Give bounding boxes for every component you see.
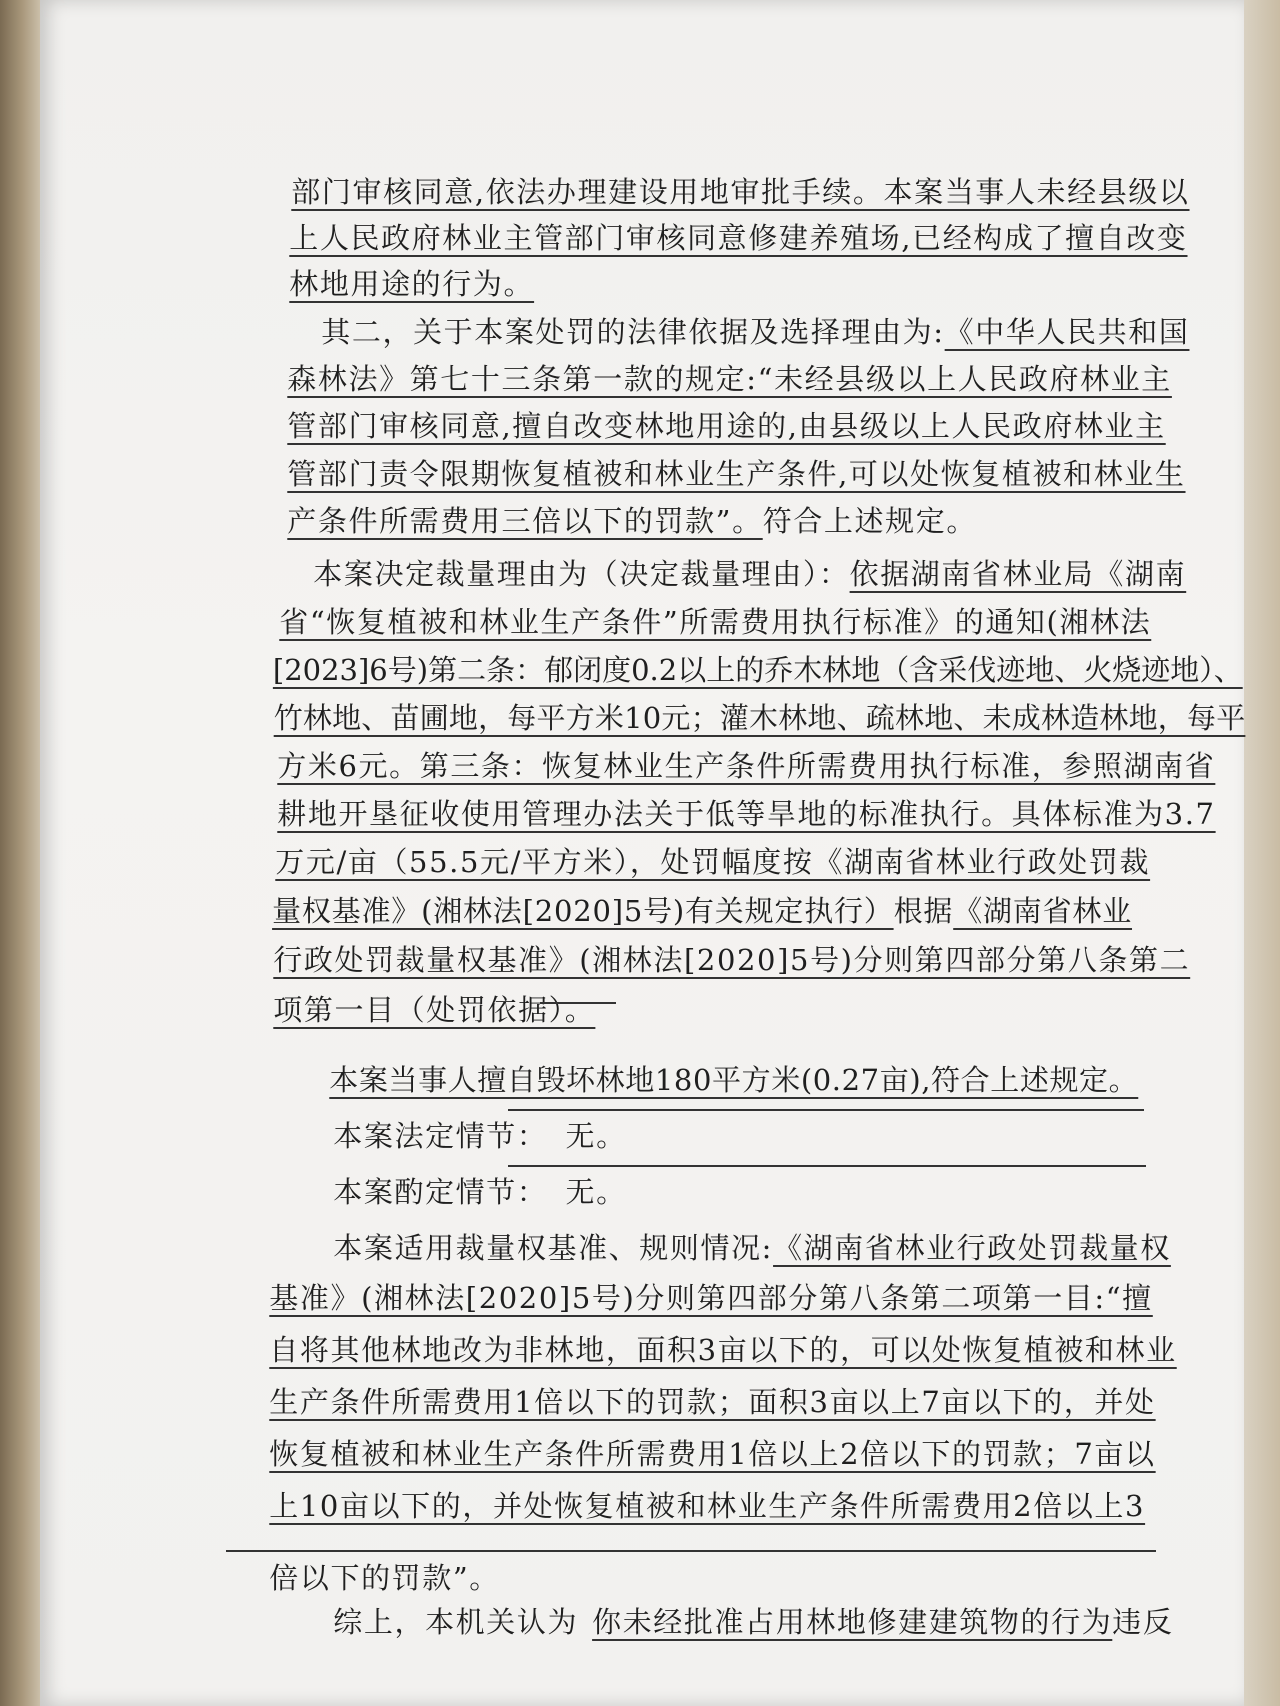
text-line: 耕地开垦征收使用管理办法关于低等旱地的标准执行。具体标准为3.7 [277, 797, 1216, 831]
text-line: [2023]6号)第二条：郁闭度0.2以上的乔木林地（含采伐迹地、火烧迹地）、 [272, 653, 1243, 687]
blank-rule [540, 1002, 616, 1004]
text-line: 管部门责令限期恢复植被和林业生产条件,可以处恢复植被和林业生 [287, 457, 1186, 491]
text-line: 竹林地、苗圃地，每平方米10元；灌木林地、疏林地、未成林造林地，每平 [273, 701, 1246, 735]
text-line: 林地用途的行为。 [289, 267, 535, 301]
text-line: 本案决定裁量理由为（决定裁量理由）：依据湖南省林业局《湖南 [313, 557, 1187, 591]
blank-rule [508, 1165, 1146, 1167]
text-line: 部门审核同意,依法办理建设用地审批手续。本案当事人未经县级以 [291, 175, 1190, 209]
text-line: 本案适用裁量权基准、规则情况:《湖南省林业行政处罚裁量权 [333, 1231, 1171, 1265]
text-line: 万元/亩（55.5元/平方米），处罚幅度按《湖南省林业行政处罚裁 [275, 845, 1151, 879]
text-line: 自将其他林地改为非林地，面积3亩以下的，可以处恢复植被和林业 [269, 1333, 1177, 1367]
text-line: 项第一目（处罚依据）。 [273, 993, 596, 1027]
blank-rule [226, 1550, 1156, 1552]
text-line: 上10亩以下的，并处恢复植被和林业生产条件所需费用2倍以上3 [269, 1489, 1146, 1523]
text-line: 量权基准》(湘林法[2020]5号)有关规定执行）根据《湖南省林业 [272, 894, 1133, 928]
text-line: 综上，本机关认为 你未经批准占用林地修建建筑物的行为违反 [333, 1605, 1174, 1639]
text-line: 本案酌定情节： 无。 [333, 1175, 627, 1209]
text-line: 本案当事人擅自毁坏林地180平方米(0.27亩),符合上述规定。 [329, 1063, 1139, 1097]
text-line: 基准》(湘林法[2020]5号)分则第四部分第八条第二项第一目:“擅 [269, 1281, 1153, 1315]
blank-rule [508, 1109, 1144, 1111]
text-line: 方米6元。第三条：恢复林业生产条件所需费用执行标准，参照湖南省 [277, 749, 1216, 783]
text-line: 其二，关于本案处罚的法律依据及选择理由为:《中华人民共和国 [321, 315, 1190, 349]
text-line: 管部门审核同意,擅自改变林地用途的,由县级以上人民政府林业主 [287, 409, 1166, 443]
text-line: 森林法》第七十三条第一款的规定:“未经县级以上人民政府林业主 [287, 362, 1172, 396]
text-line: 恢复植被和林业生产条件所需费用1倍以上2倍以下的罚款；7亩以 [269, 1437, 1156, 1471]
text-line: 产条件所需费用三倍以下的罚款”。符合上述规定。 [287, 504, 977, 538]
text-line: 倍以下的罚款”。 [269, 1561, 500, 1595]
text-line: 行政处罚裁量权基准》(湘林法[2020]5号)分则第四部分第八条第二 [273, 943, 1191, 977]
text-line: 上人民政府林业主管部门审核同意修建养殖场,已经构成了擅自改变 [289, 221, 1188, 255]
text-line: 生产条件所需费用1倍以下的罚款；面积3亩以上7亩以下的，并处 [269, 1385, 1156, 1419]
text-line: 本案法定情节： 无。 [333, 1119, 627, 1153]
text-line: 省“恢复植被和林业生产条件”所需费用执行标准》的通知(湘林法 [279, 605, 1152, 639]
